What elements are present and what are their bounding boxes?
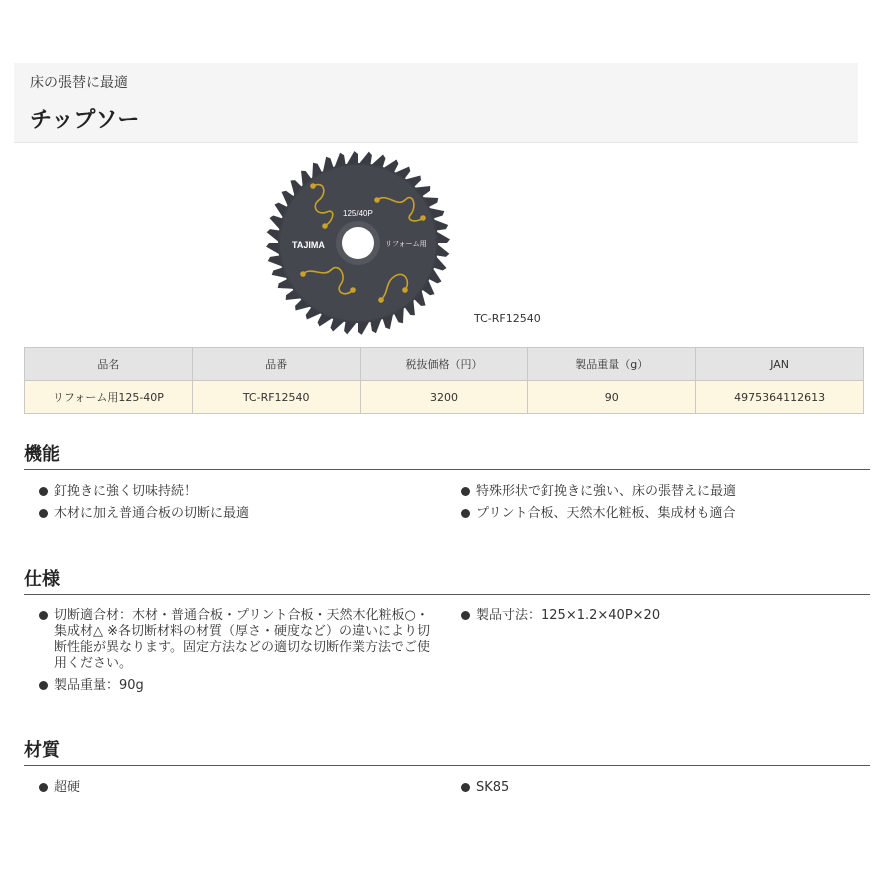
list-item: 特殊形状で釘挽きに強い、床の張替えに最適 bbox=[460, 484, 870, 500]
list-item: 木材に加え普通合板の切断に最適 bbox=[38, 506, 438, 522]
model-code-caption: TC-RF12540 bbox=[474, 312, 541, 325]
list-item: SK85 bbox=[460, 780, 870, 796]
arbor-hole bbox=[342, 227, 374, 259]
blade-size-print: 125/40P bbox=[343, 209, 373, 218]
table-header-cell: 品番 bbox=[192, 348, 360, 381]
saw-blade-image bbox=[265, 150, 451, 336]
list-item: 超硬 bbox=[38, 780, 438, 796]
page-title: チップソー bbox=[30, 108, 140, 133]
list-item: プリント合板、天然木化粧板、集成材も適合 bbox=[460, 506, 870, 522]
specs-section-title: 仕様 bbox=[24, 565, 870, 595]
brand-logo: TAJIMA bbox=[292, 240, 325, 250]
blade-name-print: リフォーム用 bbox=[385, 240, 427, 248]
table-cell: 90 bbox=[528, 381, 696, 414]
specs-list-left bbox=[38, 608, 438, 700]
table-header-row bbox=[25, 348, 864, 381]
saw-blade-graphic bbox=[265, 150, 451, 336]
table-cell: TC-RF12540 bbox=[192, 381, 360, 414]
features-section-title: 機能 bbox=[24, 440, 870, 470]
list-item: 釘挽きに強く切味持続！ bbox=[38, 484, 438, 500]
features-list-left bbox=[38, 484, 438, 528]
table-header-cell: 製品重量（g） bbox=[528, 348, 696, 381]
page-subtitle: 床の張替に最適 bbox=[30, 75, 128, 91]
list-item: 切断適合材：木材・普通合板・プリント合板・天然木化粧板○・集成材△ ※各切断材料の材質（厚さ・硬度など）の違いにより切断性能が異なります。固定方法などの適切な切断作業方法でご使用ください。 bbox=[38, 608, 438, 672]
list-item: 製品寸法：125×1.2×40P×20 bbox=[460, 608, 870, 624]
table-cell: リフォーム用125-40P bbox=[25, 381, 193, 414]
material-list-right bbox=[460, 780, 870, 802]
table-row bbox=[25, 381, 864, 414]
table-cell: 3200 bbox=[360, 381, 528, 414]
table-header-cell: JAN bbox=[696, 348, 864, 381]
specs-list-right bbox=[460, 608, 870, 630]
material-section-title: 材質 bbox=[24, 736, 870, 766]
list-item: 製品重量：90g bbox=[38, 678, 438, 694]
material-list-left bbox=[38, 780, 438, 802]
features-list-right bbox=[460, 484, 870, 528]
page-header bbox=[14, 63, 858, 143]
table-cell: 4975364112613 bbox=[696, 381, 864, 414]
table-header-cell: 税抜価格（円） bbox=[360, 348, 528, 381]
spec-table bbox=[24, 347, 864, 414]
table-header-cell: 品名 bbox=[25, 348, 193, 381]
